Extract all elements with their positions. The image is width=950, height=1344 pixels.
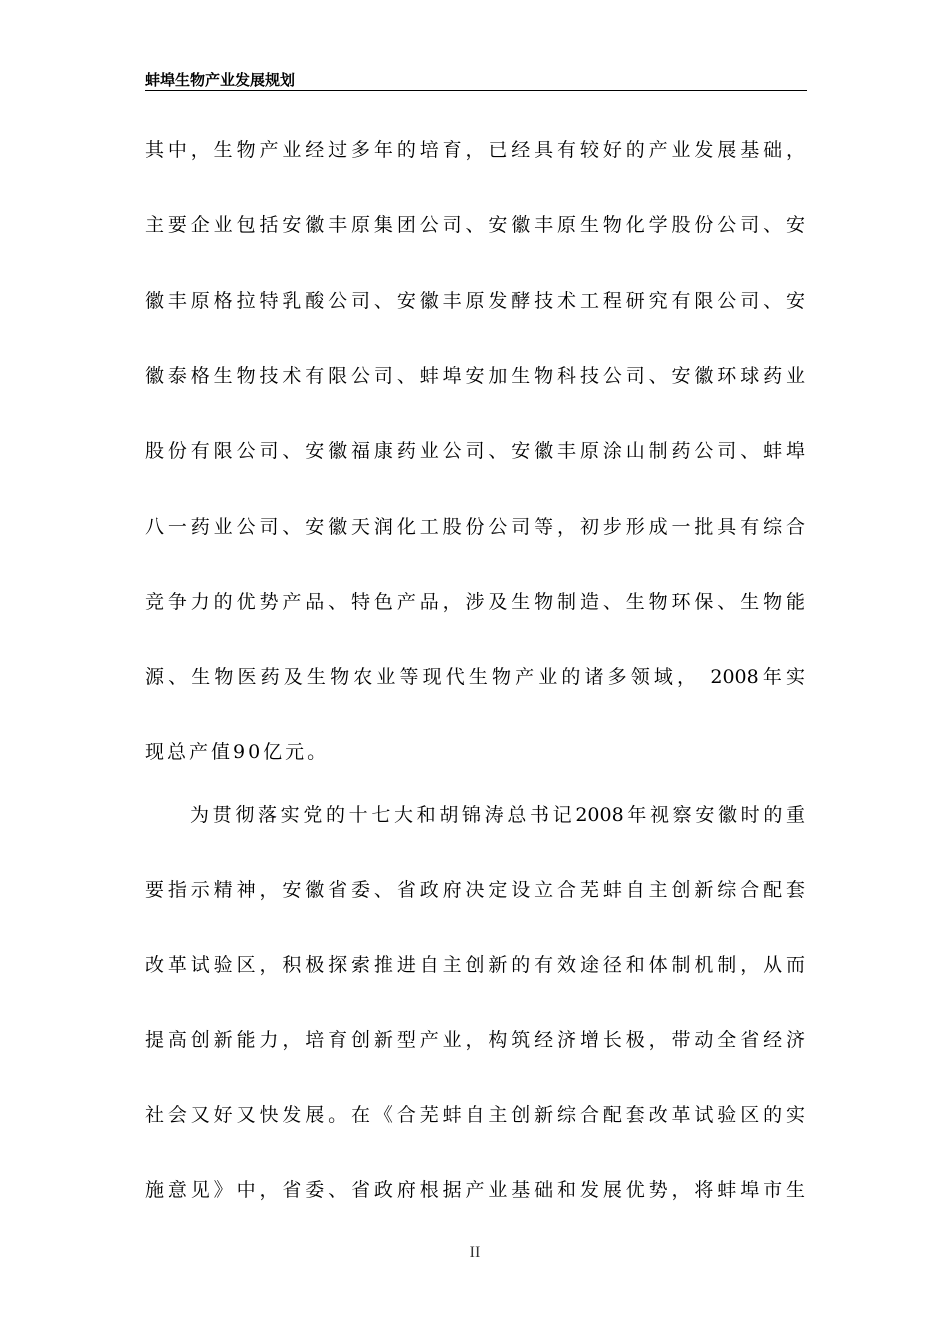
body-line: 改革试验区，积极探索推进自主创新的有效途径和体制机制，从而 xyxy=(145,954,805,976)
body-line: 主要企业包括安徽丰原集团公司、安徽丰原生物化学股份公司、安 xyxy=(145,214,805,236)
header-rule xyxy=(145,90,807,91)
body-line: 社会又好又快发展。在《合芜蚌自主创新综合配套改革试验区的实 xyxy=(145,1104,805,1126)
body-line: 竞争力的优势产品、特色产品，涉及生物制造、生物环保、生物能 xyxy=(145,591,805,613)
body-line: 徽丰原格拉特乳酸公司、安徽丰原发酵技术工程研究有限公司、安 xyxy=(145,290,805,312)
paragraph-first-line: 为贯彻落实党的十七大和胡锦涛总书记2008年视察安徽时的重 xyxy=(190,804,805,826)
body-line: 股份有限公司、安徽福康药业公司、安徽丰原涂山制药公司、蚌埠 xyxy=(145,440,805,462)
body-line: 现总产值90亿元。 xyxy=(145,741,330,763)
body-line: 其中，生物产业经过多年的培育，已经具有较好的产业发展基础， xyxy=(145,139,805,161)
page-number: II xyxy=(469,1244,481,1261)
running-header: 蚌埠生物产业发展规划 xyxy=(145,71,296,89)
body-line: 要指示精神，安徽省委、省政府决定设立合芜蚌自主创新综合配套 xyxy=(145,879,805,901)
body-line: 徽泰格生物技术有限公司、蚌埠安加生物科技公司、安徽环球药业 xyxy=(145,365,805,387)
body-line: 提高创新能力，培育创新型产业，构筑经济增长极，带动全省经济 xyxy=(145,1029,805,1051)
body-line: 源、生物医药及生物农业等现代生物产业的诸多领域， 2008年实 xyxy=(145,666,805,688)
body-line: 施意见》中，省委、省政府根据产业基础和发展优势，将蚌埠市生 xyxy=(145,1179,805,1201)
body-line: 八一药业公司、安徽天润化工股份公司等，初步形成一批具有综合 xyxy=(145,516,805,538)
